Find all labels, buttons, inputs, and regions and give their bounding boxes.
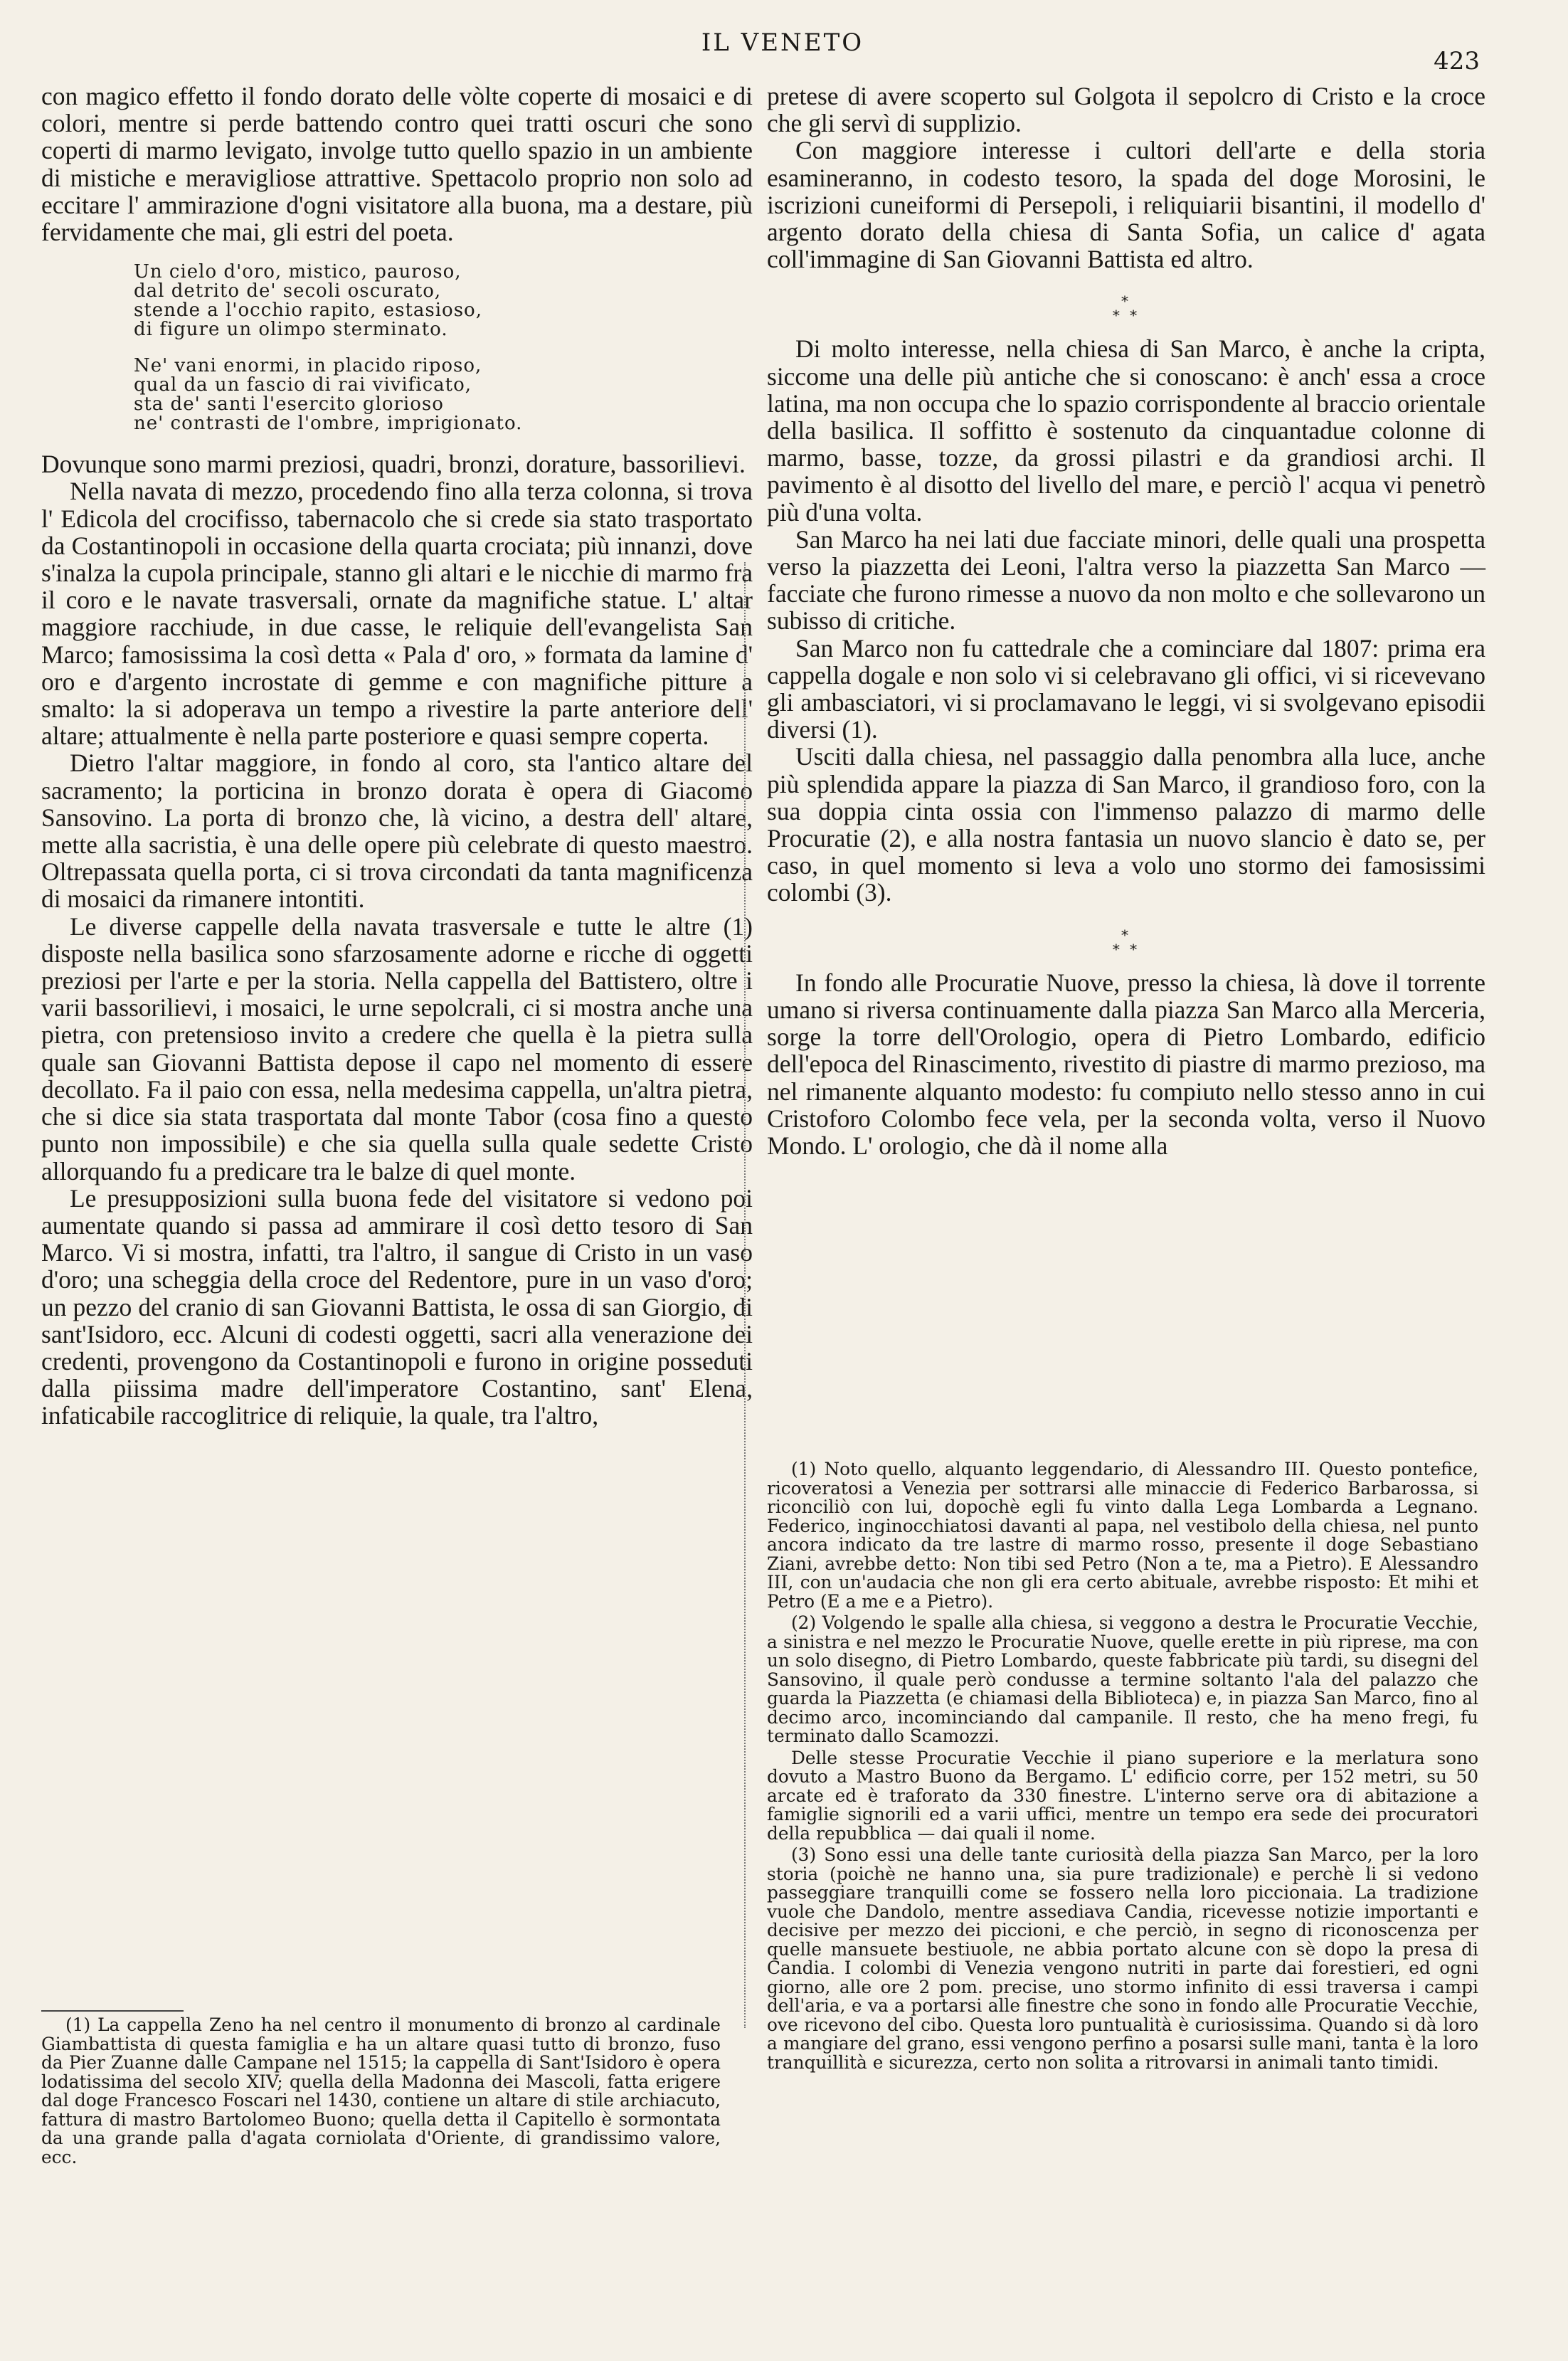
left-column [41,83,753,1430]
footnote: Delle stesse Procuratie Vecchie il piano superiore e la merlatura sono dovuto a Mastro Buono da Bergamo. L' edificio corre, per 152 metri, su 50 arcate ed è traforato da 330 finestre. L'interno serve ora di abitazione a famiglie signorili ed a varii uffici, mentre un tempo era sede dei procuratori della repubblica — dai quali il nome. [767,1747,1478,1844]
poem-verse: di figure un olimpo sterminato. [134,319,448,341]
page-number: 423 [1434,47,1480,75]
paragraph: pretese di avere scoperto sul Golgota il sepolcro di Cristo e la croce che gli servì di supplizio. [767,82,1485,138]
paragraph: Dovunque sono marmi preziosi, quadri, bronzi, dorature, bassorilievi. [41,450,746,479]
poem-verse: ne' contrasti de l'ombre, imprigionato. [134,413,523,435]
ornament-glyph: * [1121,292,1131,310]
running-title: IL VENETO [701,28,864,57]
footnote: (1) La cappella Zeno ha nel centro il monumento di bronzo al cardinale Giambattista di questa famiglia e ha un altare quasi tutto di bronzo, fuso da Pier Zuanne dalle Campane nel 1515; la cappella di Sant'Isidoro è opera lodatissima del secolo XIV; quella della Madonna dei Mascoli, fatta erigere dal doge Francesco Foscari nel 1430, contiene un altare di stile archiacuto, fattura di mastro Bartolomeo Buono; quella detta il Capitello è sormontata da una grande palla d'agata corniolata d'Oriente, di grandissimo valore, ecc. [41,2014,721,2167]
footnote: (1) Noto quello, alquanto leggendario, di Alessandro III. Questo pontefice, ricoveratosi a Venezia per sottrarsi alle minaccie di Federico Barbarossa, si riconciliò con lui, dopochè egli fu vinto dalla Lega Lombarda a Legnano. Federico, inginocchiatosi davanti al papa, nel vestibolo della chiesa, nel punto ancora indicato da tre lastre di marmo rosso, presente il doge Sebastiano Ziani, avrebbe detto: Non tibi sed Petro (Non a te, ma a Pietro). E Alessandro III, con un'audacia che non gli era certo abituale, avrebbe risposto: Et mihi et Petro (E a me e a Pietro). [767,1459,1478,1612]
paragraph: Nella navata di mezzo, procedendo fino alla terza colonna, si trova l' Edicola del crocifisso, tabernacolo che si crede sia stato trasportato da Costantinopoli in occasione della quarta crociata; più innanzi, dove s'inalza la cupola principale, stanno gli altari e le nicchie di marmo fra il coro e le navate trasversali, ornate da magnifiche statue. L' altar maggiore racchiude, in due casse, le reliquie dell'evangelista San Marco; famosissima la così detta « Pala d' oro, » formata da lamine d' oro e d'argento incrostate di gemme e con magnifiche pitture a smalto: la si adoperava un tempo a rivestire la parte anteriore dell' altare; attualmente è nella parte posteriore e quasi sempre coperta. [41,477,753,751]
poem-verse: Ne' vani enormi, in placido riposo, [134,355,482,377]
footnote: (2) Volgendo le spalle alla chiesa, si veggono a destra le Procuratie Vecchie, a sinistra e nel mezzo le Procuratie Nuove, quelle erette in più riprese, ma con un solo disegno, di Pietro Lombardo, queste fabbricate più tardi, su disegni del Sansovino, il quale però condusse a termine soltanto l'ala del palazzo che guarda la Piazzetta (e chiamasi della Biblioteca) e, in piazza San Marco, fino al decimo arco, incominciando dal campanile. Il resto, che ha meno fregi, fu terminato dallo Scamozzi. [767,1612,1478,1746]
right-footnotes [767,1460,1478,2075]
poem-verse: dal detrito de' secoli oscurato, [134,280,442,302]
poem-verse: stende a l'occhio rapito, estasioso, [134,300,482,322]
paragraph: In fondo alle Procuratie Nuove, presso la chiesa, là dove il torrente umano si riversa continuamente dalla piazza San Marco alla Merceria, sorge la torre dell'Orologio, opera di Pietro Lombardo, edificio dell'epoca del Rinascimento, rivestito di piastre di marmo prezioso, ma nel rimanente alquanto modesto: fu compiuto nello stesso anno in cui Cristoforo Colombo fece vela, per la seconda volta, verso il Nuovo Mondo. L' orologio, che dà il nome alla [767,968,1485,1160]
poem-verse: sta de' santi l'esercito glorioso [134,394,444,416]
poem-stanza [134,263,753,339]
paragraph: Le diverse cappelle della navata trasversale e tutte le altre (1) disposte nella basilica sono sfarzosamente adorne e ricche di oggetti preziosi per l'arte e per la storia. Nella cappella del Battistero, oltre i varii bassorilievi, i mosaici, le urne sepolcrali, ci si mostra anche una pietra, con pretensioso invito a credere che quella è la pietra sulla quale san Giovanni Battista depose il capo nel momento di essere decollato. Fa il paio con essa, nella medesima cappella, un'altra pietra, che si dice sia stata trasportata dal monte Tabor (cosa fino a questo punto non impossibile) e che sia quella sulla quale sedette Cristo allorquando fu a predicare tra le balze di quel monte. [41,912,753,1185]
column-divider [744,562,746,2028]
poem [134,263,753,433]
paragraph: Usciti dalla chiesa, nel passaggio dalla penombra alla luce, anche più splendida appare la piazza di San Marco, il grandioso foro, con la sua doppia cinta ossia con l'immenso palazzo di marmo delle Procuratie (2), e alla nostra fantasia un nuovo slancio è dato se, per caso, in quel momento si leva a volo uno stormo dei famosissimi colombi (3). [767,742,1485,907]
paragraph: San Marco ha nei lati due facciate minori, delle quali una prospetta verso la piazzetta dei Leoni, l'altra verso la piazzetta San Marco — facciate che furono rimesse a nuovo da non molto e che sollevarono un subisso di critiche. [767,524,1485,635]
section-ornament [767,294,1485,322]
paragraph: Dietro l'altar maggiore, in fondo al coro, sta l'antico altare del sacramento; la porticina in bronzo dorata è opera di Giacomo Sansovino. La porta di bronzo che, là vicino, a destra dell' altare, mette alla sacristia, è una delle opere più celebrate di questo maestro. Oltrepassata quella porta, ci si trova circondati da tanta magnificenza di mosaici da rimanere intontiti. [41,749,753,914]
right-column [767,83,1485,1159]
left-footnotes [41,2016,721,2170]
ornament-glyph: * * [1112,940,1140,958]
paragraph: Con maggiore interesse i cultori dell'arte e della storia esamineranno, in codesto tesoro, la spada del doge Morosini, le iscrizioni cuneiformi di Persepoli, i reliquiarii bisantini, il modello d' argento dorato della chiesa di Santa Sofia, un calice d' agata coll'immagine di San Giovanni Battista ed altro. [767,136,1485,274]
poem-stanza [134,356,753,433]
footnote: (3) Sono essi una delle tante curiosità della piazza San Marco, per la loro storia (poichè ne hanno una, sia pure tradizionale) e perchè li si vedono passeggiare tranquilli come se fossero nella loro piccionaia. La tradizione vuole che Dandolo, mentre assediava Candia, ricevesse notizie importanti e decisive per mezzo dei piccioni, e che perciò, in segno di riconoscenza per quelle mansuete bestiuole, ne abbia portato alcune con sè dopo la presa di Candia. I colombi di Venezia vengono nutriti in parte dai forestieri, ed ogni giorno, alle ore 2 pom. precise, uno stormo infinito di essi traversa i campi dell'aria, e va a portarsi alle finestre che sono in fondo alle Procuratie Vecchie, ove ricevono del cibo. Questa loro puntualità è curiosissima. Quando si dà loro a mangiare del grano, essi vengono perfino a posarsi sulle mani, tanta è la loro tranquillità e sicurezza, certo non solita a ritrovarsi in animali tanto timidi. [767,1844,1478,2073]
paragraph: con magico effetto il fondo dorato delle vòlte coperte di mosaici e di colori, mentre si perde battendo contro quei tratti oscuri che sono coperti di marmo levigato, involge tutto quello spazio in un ambiente di mistiche e meravigliose attrattive. Spettacolo proprio non solo ad eccitare l' ammirazione d'ogni visitatore alla buona, ma a destare, più fervidamente che mai, gli estri del poeta. [41,82,753,247]
paragraph: Di molto interesse, nella chiesa di San Marco, è anche la cripta, siccome una delle più antiche che si conoscano: è anch' essa a croce latina, ma non occupa che lo spazio corrispondente al braccio orientale della basilica. Il soffitto è sostenuto da cinquantadue colonne di marmo, basse, tozze, da grossi pilastri e da grandiosi archi. Il pavimento è al disotto del livello del mare, e perciò l' acqua vi penetrò più d'una volta. [767,334,1485,527]
poem-verse: Un cielo d'oro, mistico, pauroso, [134,261,462,283]
footnote-rule [41,2010,184,2012]
ornament-glyph: * * [1112,307,1140,324]
poem-verse: qual da un fascio di rai vivificato, [134,374,472,396]
ornament-glyph: * [1121,926,1131,944]
paragraph: Le presupposizioni sulla buona fede del visitatore si vedono poi aumentate quando si passa ad ammirare il così detto tesoro di San Marco. Vi si mostra, infatti, tra l'altro, il sangue di Cristo in un vaso d'oro; una scheggia della croce del Redentore, pure in un vaso d'oro; un pezzo del cranio di san Giovanni Battista, le ossa di san Giorgio, di sant'Isidoro, ecc. Alcuni di codesti oggetti, sacri alla venerazione dei credenti, provengono da Costantinopoli e furono in origine posseduti dalla piissima madre dell'imperatore Costantino, sant' Elena, infaticabile raccoglitrice di reliquie, la quale, tra l'altro, [41,1183,753,1430]
paragraph: San Marco non fu cattedrale che a cominciare dal 1807: prima era cappella dogale e non solo vi si celebravano gli offici, vi si ricevevano gli ambasciatori, vi si proclamavano le leggi, vi si svolgevano episodii diversi (1). [767,633,1485,744]
section-ornament [767,928,1485,956]
